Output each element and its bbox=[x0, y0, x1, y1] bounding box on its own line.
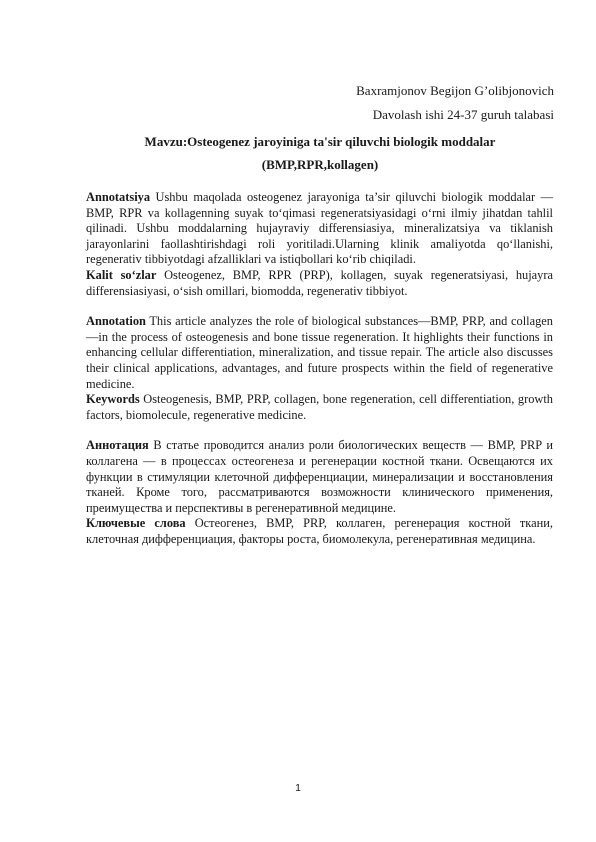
keywords-en-label: Keywords bbox=[86, 392, 140, 407]
keywords-en-text: Osteogenesis, BMP, PRP, collagen, bone regeneration, cell differentiation, growth factors, biomolecule, regenerative medicine. bbox=[86, 392, 553, 422]
abstract-uz-text: Ushbu maqolada osteogenez jarayoniga ta’sir qiluvchi biologik moddalar — BMP, RPR va kollagenning suyak to‘qimasi regeneratsiyasidagi o‘rni ilmiy jihatdan tahlil qilinadi. Ushbu moddalarning hujayraviy differensiasiya, mineralizatsiya va tiklanish jarayonlarini faollashtirishdagi roli yoritiladi.Ularning klinik amaliyotda qo‘llanishi, regenerativ tibbiyotdagi afzalliklari va istiqbollari ko‘rib chiqiladi. bbox=[86, 190, 553, 267]
keywords-uz bbox=[86, 268, 553, 299]
keywords-ru bbox=[86, 516, 553, 547]
title-line-1: Mavzu:Osteogenez jaroyiniga ta'sir qiluvchi biologik moddalar bbox=[144, 134, 496, 149]
article-title bbox=[60, 130, 580, 176]
author-affiliation: Davolash ishi 24-37 guruh talabasi bbox=[372, 107, 554, 122]
abstract-uz-label: Annotatsiya bbox=[86, 190, 151, 204]
abstract-en-text: This article analyzes the role of biological substances—BMP, PRP, and collagen—in the process of osteogenesis and bone tissue regeneration. It highlights their functions in enhancing cellular differentiation, mineralization, and tissue repair. The article also discusses their clinical applications, advantages, and future prospects within the field of regenerative medicine. bbox=[86, 314, 553, 391]
keywords-ru-label: Ключевые слова bbox=[86, 516, 186, 531]
abstract-ru bbox=[86, 438, 553, 516]
abstract-en-label: Annotation bbox=[86, 314, 146, 329]
article-body bbox=[86, 190, 553, 547]
section-spacer bbox=[86, 299, 553, 314]
author-name: Baxramjonov Begijon G’olibjonovich bbox=[356, 83, 554, 98]
abstract-en bbox=[86, 314, 553, 392]
title-line-2: (BMP,RPR,kollagen) bbox=[261, 157, 379, 172]
abstract-uz bbox=[86, 190, 553, 268]
keywords-en bbox=[86, 392, 553, 423]
keywords-uz-label: Kalit so‘zlar bbox=[86, 267, 157, 282]
abstract-ru-text: В статье проводится анализ роли биологических веществ — BMP, PRP и коллагена — в процессах остеогенеза и регенерации костной ткани. Освещаются их функции в стимуляции клеточной дифференциации, минерализации и восстановления тканей. Кроме того, рассматриваются возможности клинического применения, преимущества и перспективы в регенеративной медицине. bbox=[86, 438, 553, 515]
page-number: 1 bbox=[295, 782, 301, 794]
keywords-ru-text: Остеогенез, BMP, PRP, коллаген, регенерация костной ткани, клеточная дифференциация, факторы роста, биомолекула, регенеративная медицина. bbox=[86, 516, 553, 546]
section-spacer bbox=[86, 423, 553, 438]
abstract-ru-label: Аннотация bbox=[86, 438, 149, 453]
keywords-uz-text: Osteogenez, BMP, RPR (PRP), kollagen, suyak regeneratsiyasi, hujayra differensiasiyasi, o‘sish omillari, biomodda, regenerativ tibbiyot. bbox=[86, 267, 553, 298]
